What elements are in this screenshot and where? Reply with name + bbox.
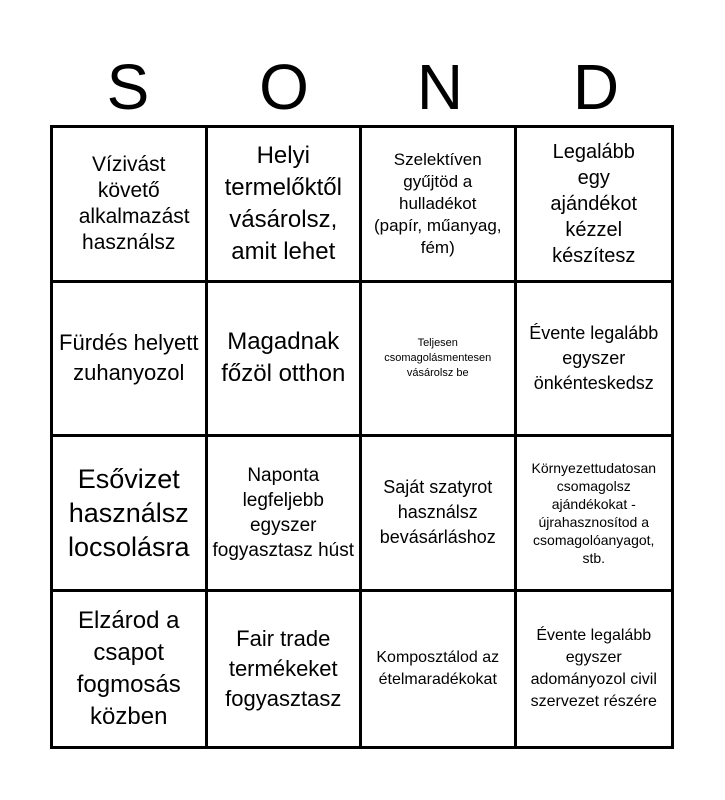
bingo-cell-16[interactable] bbox=[517, 592, 672, 747]
bingo-cell-9[interactable] bbox=[53, 437, 208, 592]
cell-text: Legalább egy ajándékot kézzel készítesz bbox=[550, 140, 638, 267]
bingo-cell-4[interactable] bbox=[517, 128, 672, 283]
cell-text: Vízivást követő alkalmazást használsz bbox=[78, 152, 190, 254]
header-letter-4: D bbox=[572, 51, 620, 123]
bingo-cell-14[interactable] bbox=[208, 592, 363, 747]
bingo-cell-15[interactable] bbox=[362, 592, 517, 747]
cell-text: Elzárod a csapot fogmosás közben bbox=[76, 606, 181, 730]
header-letter-2: O bbox=[259, 51, 309, 123]
cell-text: Évente legalább egyszer önkénteskedsz bbox=[529, 322, 659, 393]
bingo-grid bbox=[50, 125, 674, 749]
cell-text: Szelektíven gyűjtöd a hulladékot (papír, műanyag, fém) bbox=[373, 149, 502, 257]
bingo-cell-5[interactable] bbox=[53, 283, 208, 438]
header-letter-3: N bbox=[416, 51, 464, 123]
bingo-cell-10[interactable] bbox=[208, 437, 363, 592]
cell-text: Komposztálod az ételmaradékokat bbox=[376, 648, 500, 688]
bingo-cell-7[interactable] bbox=[362, 283, 517, 438]
cell-text: Fürdés helyett zuhanyozol bbox=[59, 330, 199, 386]
cell-text: Évente legalább egyszer adományozol civil szervezet részére bbox=[530, 626, 657, 710]
bingo-cell-8[interactable] bbox=[517, 283, 672, 438]
cell-text: Magadnak főzöl otthon bbox=[221, 328, 346, 388]
cell-text: Fair trade termékeket fogyasztasz bbox=[225, 625, 342, 711]
cell-text: Saját szatyrot használsz bevásárláshoz bbox=[379, 477, 496, 548]
bingo-cell-3[interactable] bbox=[362, 128, 517, 283]
bingo-cell-1[interactable] bbox=[53, 128, 208, 283]
bingo-cell-12[interactable] bbox=[517, 437, 672, 592]
bingo-header bbox=[50, 50, 674, 125]
cell-text: Teljesen csomagolásmentesen vásárolsz be bbox=[384, 336, 492, 379]
cell-text: Esővizet használsz locsolásra bbox=[67, 463, 190, 562]
cell-text: Környezettudatosan csomagolsz ajándékokat - újrahasznosítod a csomagolóanyagot, stb. bbox=[531, 459, 657, 566]
cell-text: Naponta legfeljebb egyszer fogyasztasz húst bbox=[212, 464, 355, 561]
bingo-cell-6[interactable] bbox=[208, 283, 363, 438]
bingo-cell-2[interactable] bbox=[208, 128, 363, 283]
bingo-cell-11[interactable] bbox=[362, 437, 517, 592]
cell-text: Helyi termelőktől vásárolsz, amit lehet bbox=[224, 141, 342, 265]
header-letter-1: S bbox=[106, 51, 150, 123]
bingo-cell-13[interactable] bbox=[53, 592, 208, 747]
